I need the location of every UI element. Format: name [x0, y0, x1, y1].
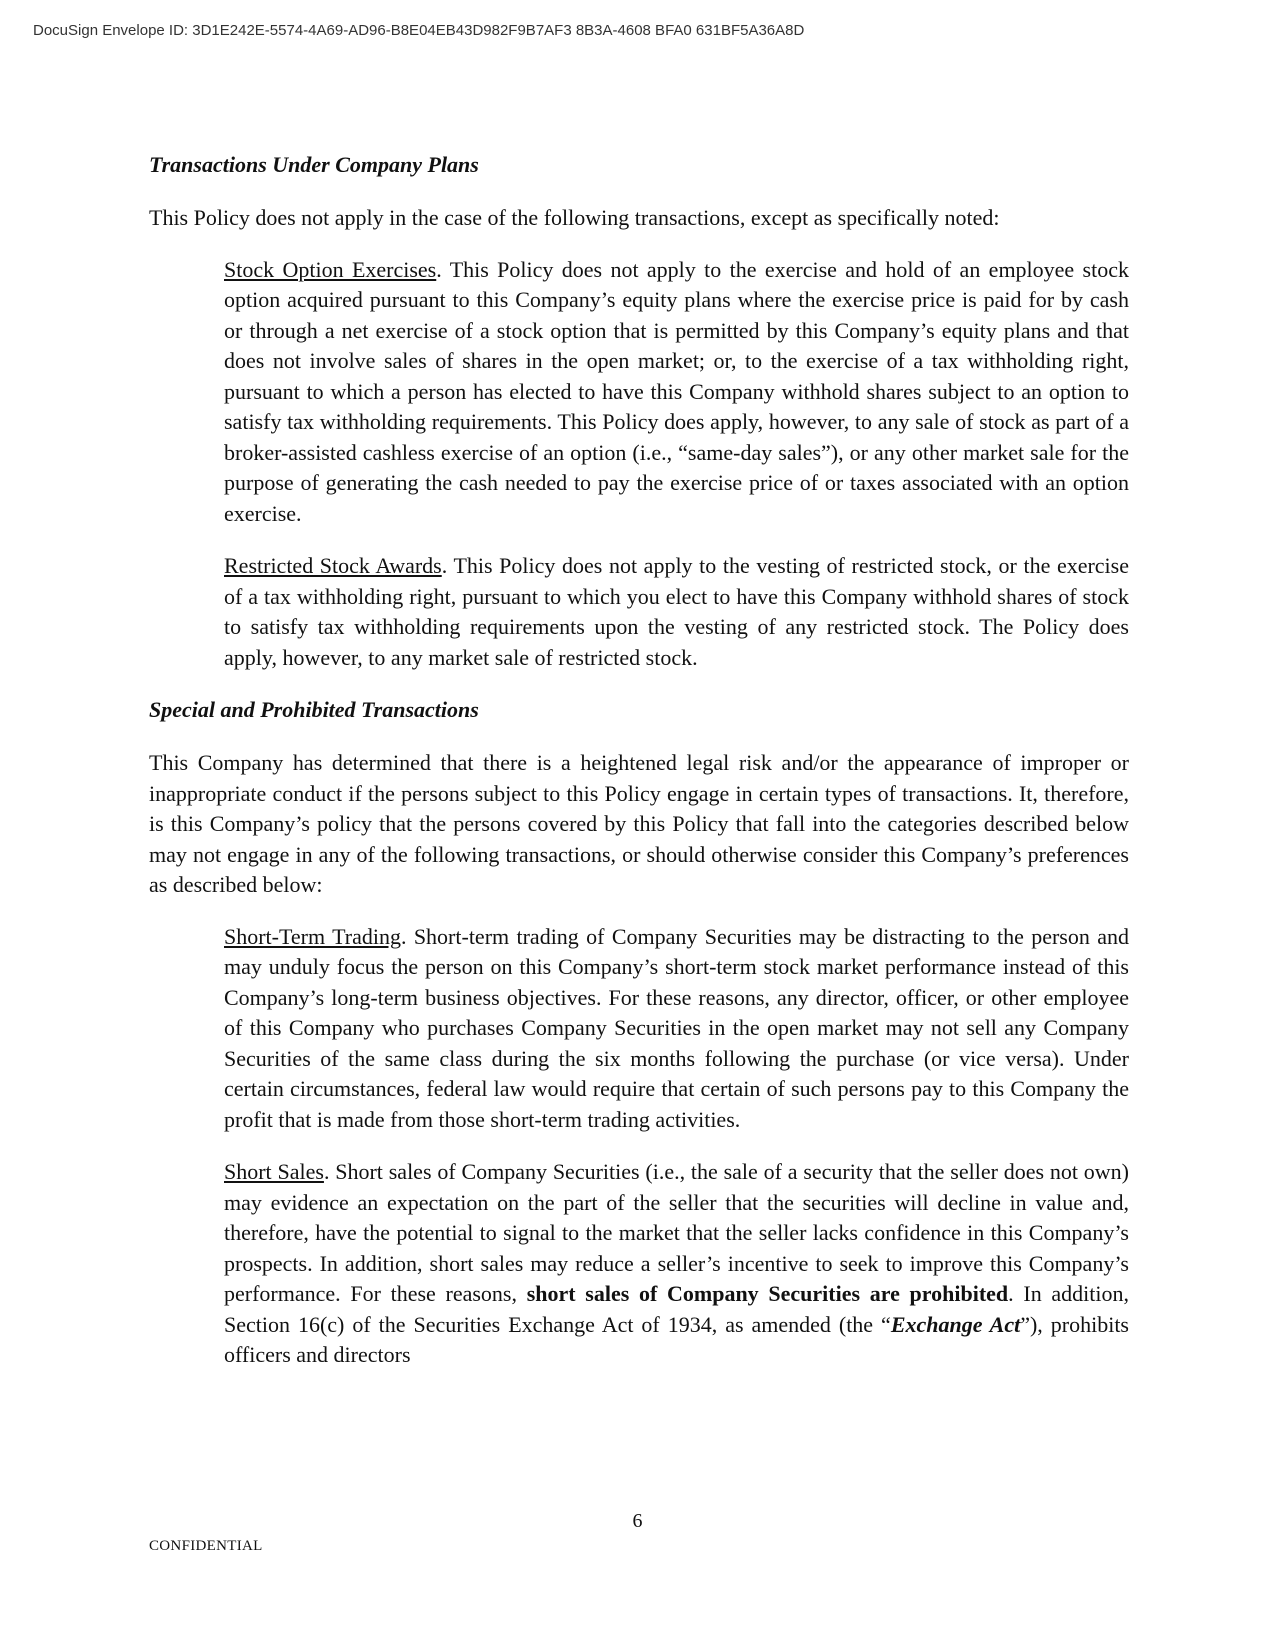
- short-term-trading-text: . Short-term trading of Company Securities may be distracting to the person and may unduly focus the person on this Company’s short-term stock market performance instead of this Company’s long-term business objectives. For these reasons, any director, officer, or other employee of this Company who purchases Company Securities in the open market may not sell any Company Securities of the same class during the six months following the purchase (or vice versa). Under certain circumstances, federal law would require that certain of such persons pay to this Company the profit that is made from those short-term trading activities.: [224, 923, 1129, 1132]
- document-body: [149, 150, 1129, 1393]
- stock-option-exercises-text: . This Policy does not apply to the exercise and hold of an employee stock option acquired pursuant to this Company’s equity plans where the exercise price is paid for by cash or through a net exercise of a stock option that is permitted by this Company’s equity plans and that does not involve sales of shares in the open market; or, to the exercise of a tax withholding right, pursuant to which a person has elected to have this Company withhold shares subject to an option to satisfy tax withholding requirements. This Policy does apply, however, to any sale of stock as part of a broker-assisted cashless exercise of an option (i.e., “same-day sales”), or any other market sale for the purpose of generating the cash needed to pay the exercise price of or taxes associated with an option exercise.: [224, 256, 1129, 526]
- paragraph-stock-option-exercises: [224, 255, 1129, 530]
- short-sales-prohibited-bold: short sales of Company Securities are prohibited: [526, 1281, 1009, 1306]
- heading-transactions-under-company-plans: Transactions Under Company Plans: [149, 152, 479, 177]
- subheading-short-sales: Short Sales: [224, 1159, 324, 1184]
- paragraph-restricted-stock-awards: [224, 551, 1129, 673]
- exchange-act-term: Exchange Act: [890, 1311, 1021, 1337]
- docusign-envelope-id: DocuSign Envelope ID: 3D1E242E-5574-4A69-AD96-B8E04EB43D982F9B7AF3 8B3A-4608 BFA0 631BF5A36A8D: [33, 22, 805, 39]
- paragraph-short-term-trading: [224, 922, 1129, 1136]
- paragraph-company-plans-intro: This Policy does not apply in the case of the following transactions, except as specifically noted:: [149, 205, 1000, 230]
- restricted-stock-awards-text: . This Policy does not apply to the vesting of restricted stock, or the exercise of a tax withholding right, pursuant to which you elect to have this Company withhold shares of stock to satisfy tax withholding requirements upon the vesting of any restricted stock. The Policy does apply, however, to any market sale of restricted stock.: [224, 553, 1129, 670]
- subheading-restricted-stock-awards: Restricted Stock Awards: [224, 553, 442, 578]
- paragraph-prohibited-transactions-intro: This Company has determined that there is a heightened legal risk and/or the appearance of improper or inappropriate conduct if the persons subject to this Policy engage in certain types of transactions. It, therefore, is this Company’s policy that the persons covered by this Policy that fall into the categories described below may not engage in any of the following transactions, or should otherwise consider this Company’s preferences as described below:: [149, 750, 1129, 897]
- paragraph-short-sales: [224, 1157, 1129, 1371]
- confidential-label: CONFIDENTIAL: [149, 1538, 263, 1554]
- subheading-short-term-trading: Short-Term Trading: [224, 923, 401, 949]
- short-sales-text-2: . In addition, Section 16(c) of the Securities Exchange Act of 1934, as amended (the “: [224, 1281, 1129, 1337]
- page-number: 6: [632, 1510, 643, 1532]
- short-sales-text-1: . Short sales of Company Securities (i.e., the sale of a security that the seller does not own) may evidence an expectation on the part of the seller that the securities will decline in value and, therefore, have the potential to signal to the market that the seller lacks confidence in this Company’s prospects. In addition, short sales may reduce a seller’s incentive to seek to improve this Company’s performance. For these reasons,: [224, 1159, 1129, 1306]
- subheading-stock-option-exercises: Stock Option Exercises: [224, 256, 437, 282]
- short-sales-text-3: ”), prohibits officers and directors: [224, 1311, 1129, 1367]
- heading-special-and-prohibited-transactions: Special and Prohibited Transactions: [149, 697, 479, 722]
